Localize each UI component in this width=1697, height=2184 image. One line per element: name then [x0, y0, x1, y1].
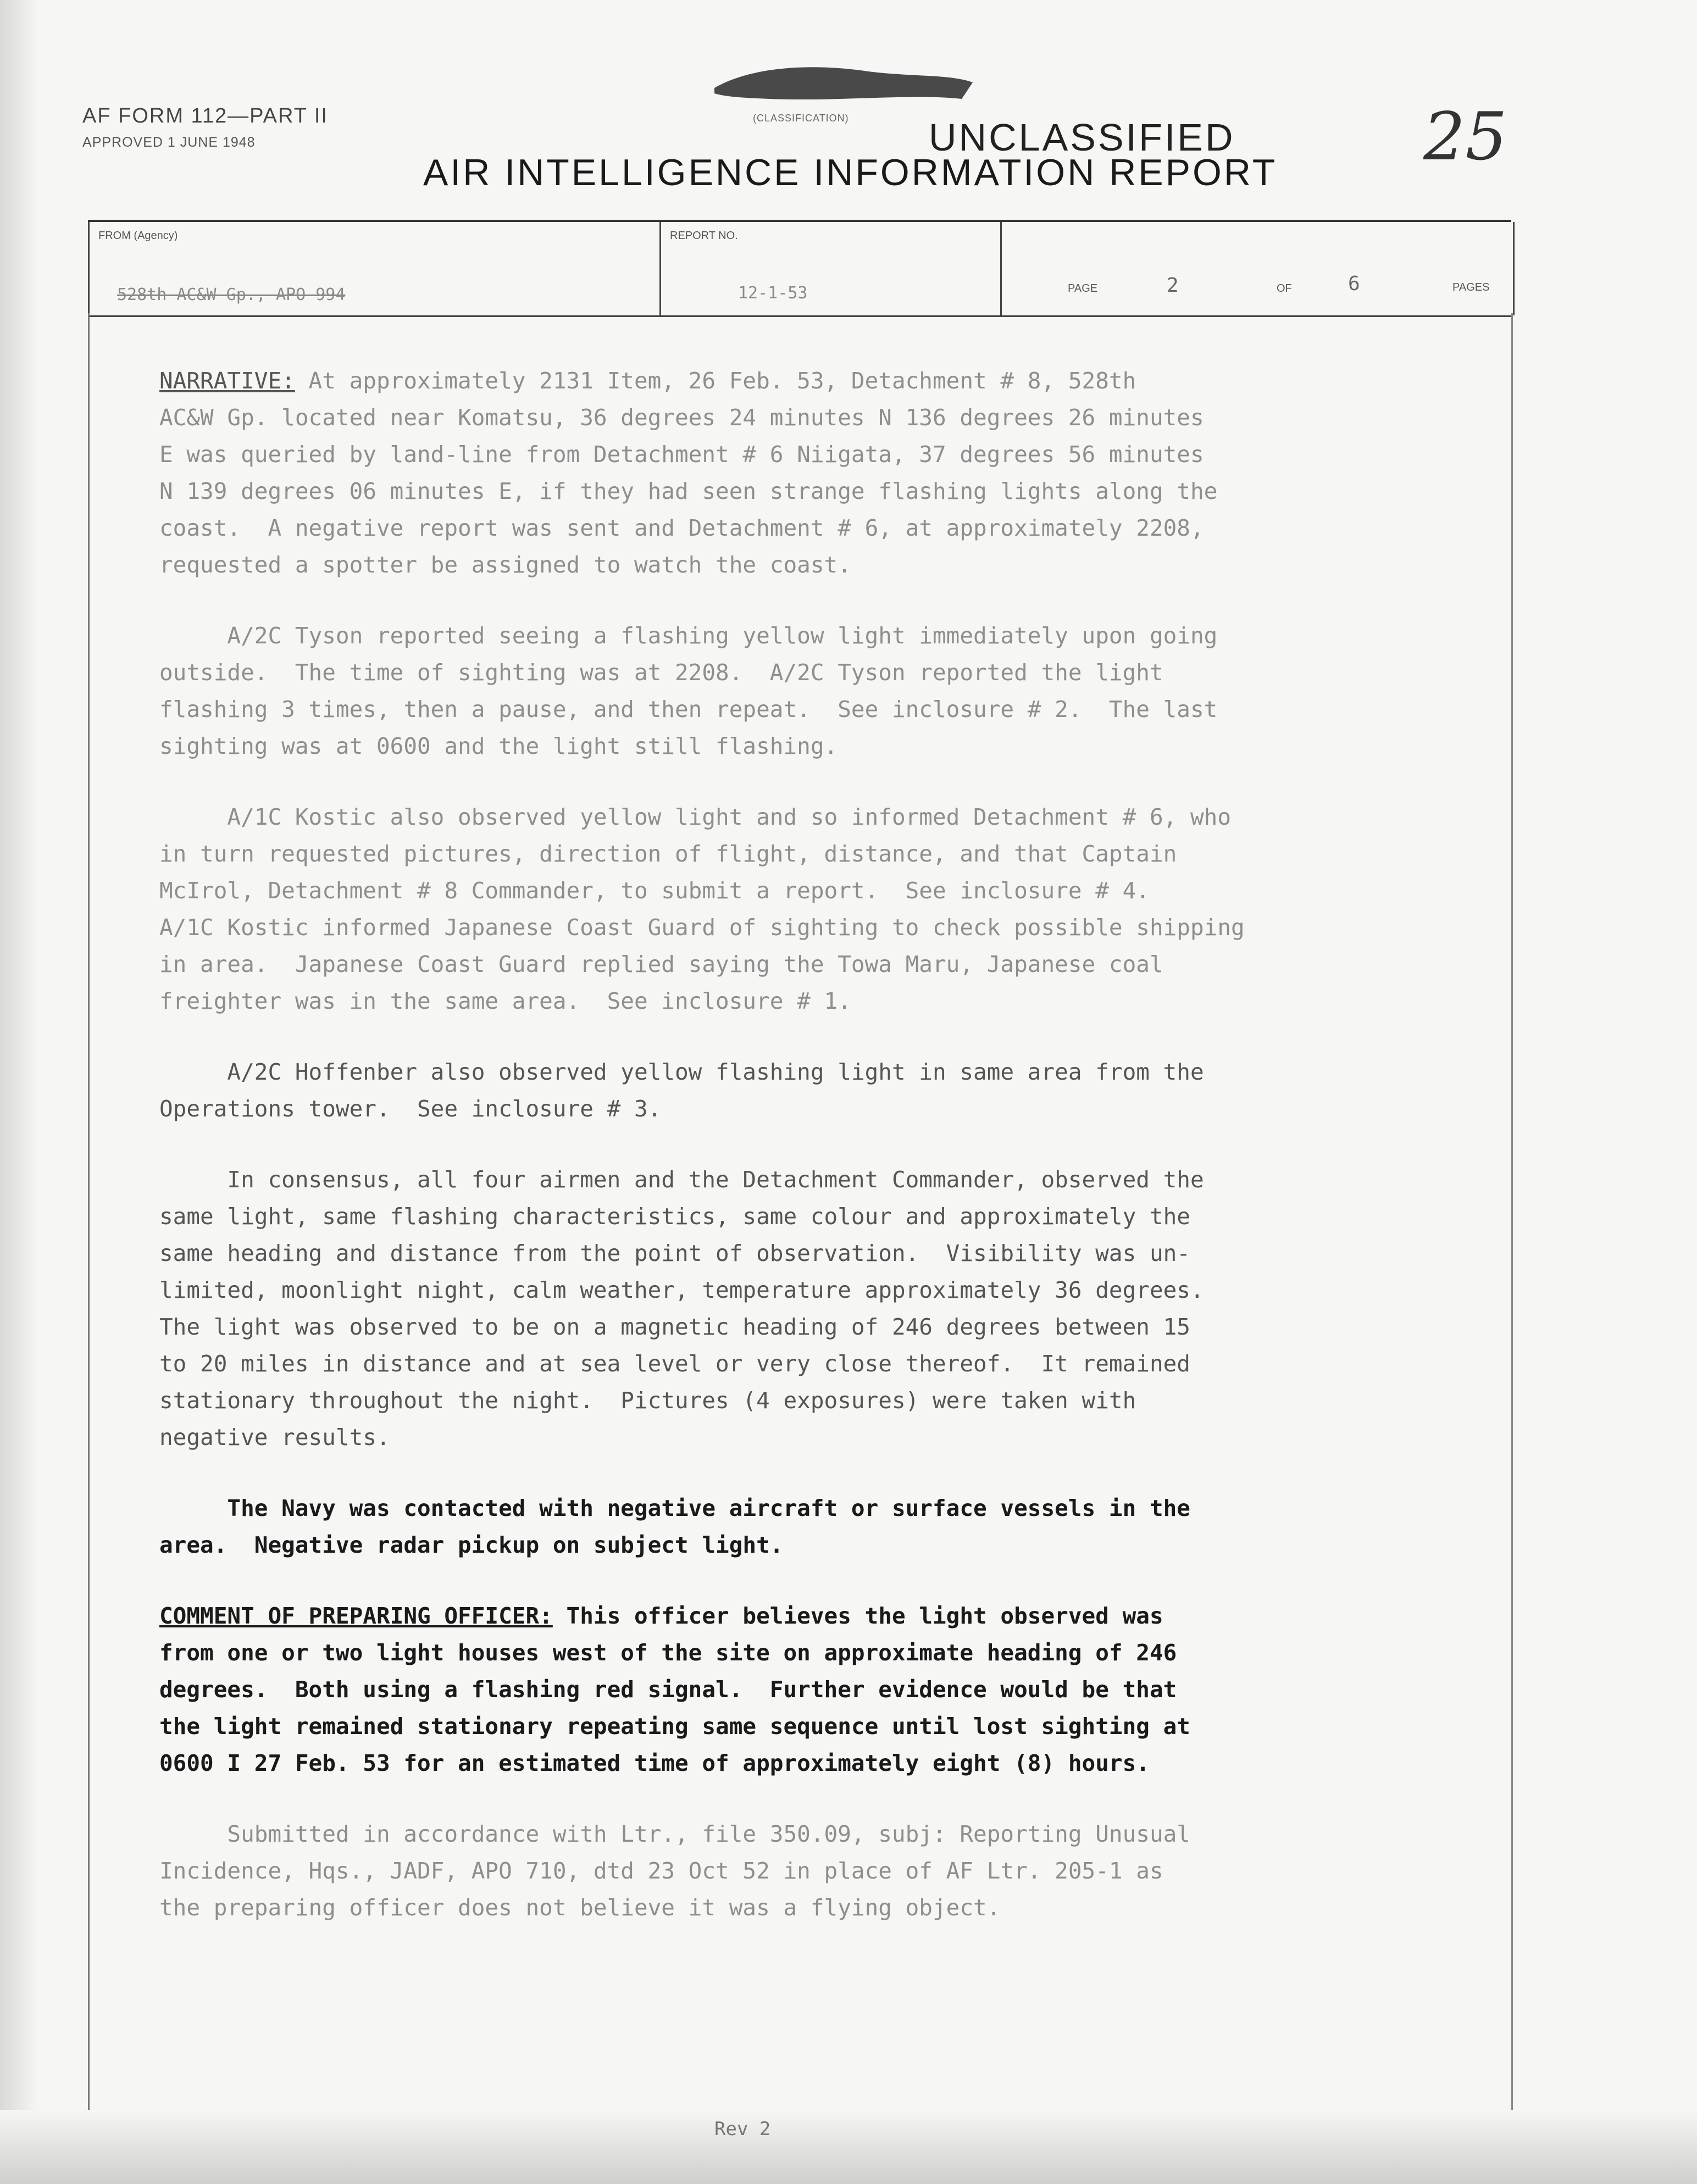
report-title: AIR INTELLIGENCE INFORMATION REPORT	[423, 152, 1278, 193]
page-number: 2	[1167, 274, 1179, 297]
left-margin-rule	[88, 313, 90, 2110]
narrative-text: At approximately 2131 Item, 26 Feb. 53, Detachment # 8, 528th AC&W Gp. located near Komatsu, 36 degrees 24 minutes N 136 degrees 26 minutes E was queried by land-line from Detachment # 6 Niigata, 37 degrees 56 minutes N 139 degrees 06 minutes E, if they had seen strange flashing lights along the coast. A negative report was sent and Detachment # 6, at approximately 2208, requested a spotter be assigned to watch the coast.	[159, 368, 1218, 578]
total-pages: 6	[1348, 273, 1360, 295]
report-number-value: 12-1-53	[738, 284, 808, 303]
submission-paragraph: Submitted in accordance with Ltr., file 350.09, subj: Reporting Unusual Incidence, Hqs., JADF, APO 710, dtd 23 Oct 52 in place of AF Ltr. 205-1 as the preparing officer does not believe it was a flying object.	[159, 1821, 1190, 1921]
report-body	[159, 363, 1506, 1960]
right-margin-rule	[1511, 313, 1513, 2110]
report-header-table	[88, 220, 1511, 317]
scan-shadow-bottom	[0, 2110, 1697, 2184]
scan-shadow-left	[0, 0, 38, 2184]
redaction-stamp	[703, 60, 978, 104]
from-field	[88, 222, 661, 315]
report-number-field	[659, 222, 1002, 315]
pages-caption: PAGES	[1452, 281, 1490, 293]
comment-text: This officer believes the light observed was from one or two light houses west of the site on approximate heading of 246 degrees. Both using a flashing red signal. Further evidence would be that the light remained stationary repeating same sequence until lost sighting at 0600 I 27 Feb. 53 for an estimated time of approximately eight (8) hours.	[159, 1603, 1190, 1776]
form-approved-date: APPROVED 1 JUNE 1948	[82, 135, 256, 150]
from-value: 528th AC&W Gp., APO 994	[117, 285, 346, 304]
narrative-paragraph	[159, 363, 1506, 583]
classification-marking: UNCLASSIFIED	[929, 116, 1235, 159]
narrative-heading: NARRATIVE:	[159, 368, 295, 394]
tyson-paragraph: A/2C Tyson reported seeing a flashing yellow light immediately upon going outside. The time of sighting was at 2208. A/2C Tyson reported the light flashing 3 times, then a pause, and then repeat. See inclosure # 2. The last sighting was at 0600 and the light still flashing.	[159, 623, 1218, 759]
report-number-caption: REPORT NO.	[670, 230, 738, 242]
navy-paragraph: The Navy was contacted with negative aircraft or surface vessels in the area. Negative radar pickup on subject light.	[159, 1495, 1190, 1558]
kostic-paragraph: A/1C Kostic also observed yellow light and so informed Detachment # 6, who in turn requested pictures, direction of flight, distance, and that Captain McIrol, Detachment # 8 Commander, to submit a report. See inclosure # 4. A/1C Kostic informed Japanese Coast Guard of sighting to check possible shipping in area. Japanese Coast Guard replied saying the Towa Maru, Japanese coal freighter was in the same area. See inclosure # 1.	[159, 804, 1245, 1014]
comment-heading: COMMENT OF PREPARING OFFICER:	[159, 1603, 553, 1629]
page-count-field	[1000, 222, 1515, 315]
of-caption: OF	[1277, 282, 1292, 294]
from-caption: FROM (Agency)	[98, 230, 178, 242]
comment-paragraph	[159, 1598, 1506, 1782]
footer-revision: Rev 2	[714, 2118, 771, 2140]
hoffenber-paragraph: A/2C Hoffenber also observed yellow flashing light in same area from the Operations tower. See inclosure # 3.	[159, 1059, 1204, 1122]
form-id: AF FORM 112—PART II	[82, 104, 328, 127]
page-caption: PAGE	[1068, 282, 1098, 294]
consensus-paragraph: In consensus, all four airmen and the Detachment Commander, observed the same light, same flashing characteristics, same colour and approximately the same heading and distance from the point of observation. Visibility was un- limited, moonlight night, calm weather, temperature approximately 36 degrees. The light was observed to be on a magnetic heading of 246 degrees between 15 to 20 miles in distance and at sea level or very close thereof. It remained stationary throughout the night. Pictures (4 exposures) were taken with negative results.	[159, 1166, 1204, 1451]
classification-caption: (CLASSIFICATION)	[753, 113, 849, 124]
handwritten-page-number: 25	[1423, 99, 1507, 175]
